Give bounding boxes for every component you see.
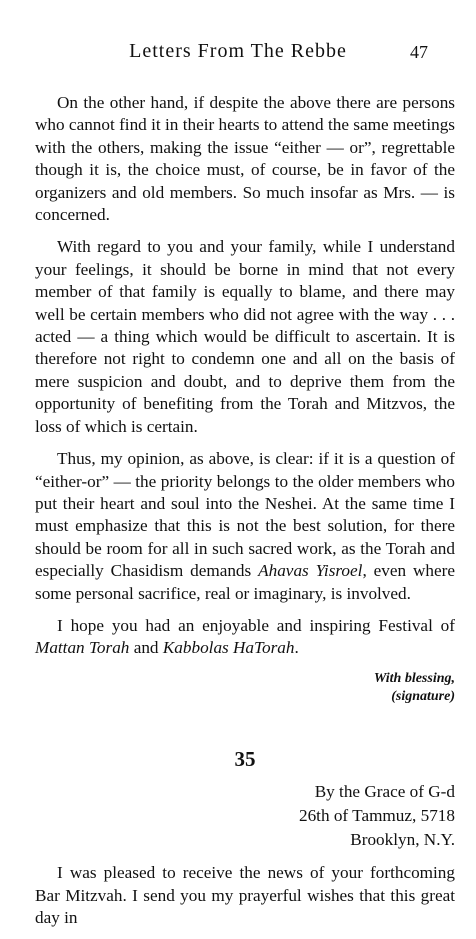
dateline-line-2: 26th of Tammuz, 5718 (298, 806, 455, 826)
paragraph-1: On the other hand, if despite the above there are persons who cannot find it in their hearts to attend the same meetings with the others, making the issue “either — or”, regrettable though it is, the choice must, of course, be in favor of the organizers and old members. So much insofar as Mrs. — is concerned. (35, 93, 455, 225)
page-number: 47 (410, 42, 428, 62)
letter-35-paragraph-1: I was pleased to receive the news of your forthcoming Bar Mitzvah. I send you my prayerful wishes that this great day in (35, 863, 455, 927)
paragraph-3-text-a: Thus, my opinion, as above, is clear: if it is a question of “either-or” — the priority belongs to the older members who put their heart and soul into the Neshei. At the same time I must emphasize that this is not the best solution, for there should be room for all in such sacred work, as the Torah and especially Chasidism demands (35, 449, 455, 581)
paragraph-4-text-c: . (294, 638, 299, 658)
closing-signature (35, 670, 455, 706)
paragraph-4-text-b: and (129, 638, 163, 658)
running-head: Letters From The Rebbe (129, 40, 347, 62)
dateline-line-3: Brooklyn, N.Y. (350, 830, 455, 850)
paragraph-4-italic-1: Mattan Torah (35, 638, 130, 658)
closing-line-blessing: With blessing, (373, 670, 455, 686)
paragraph-3-text-b: , even where some personal sacrifice, real or imaginary, is involved. (35, 561, 455, 603)
letter-number: 35 (234, 746, 256, 771)
page-body (35, 92, 455, 939)
paragraph-3-italic: Ahavas Yisroel (258, 561, 363, 581)
paragraph-4 (35, 615, 455, 660)
paragraph-4-italic-2: Kabbolas HaTorah (162, 638, 295, 658)
paragraph-4-text-a: I hope you had an enjoyable and inspiring Festival of (57, 615, 455, 635)
dateline-line-1: By the Grace of G-d (314, 782, 455, 802)
closing-line-signature: (signature) (391, 688, 455, 704)
paragraph-3 (35, 448, 455, 605)
letter-dateline (35, 780, 455, 852)
paragraph-2: With regard to you and your family, while I understand your feelings, it should be borne in mind that not every member of that family is equally to blame, and there may well be certain members who did not agree with the way . . . acted — a thing which would be difficult to ascertain. It is therefore not right to condemn one and all on the basis of mere suspicion and doubt, and to deprive them from the opportunity of benefiting from the Torah and Mitzvos, the loss of which is certain. (35, 237, 455, 436)
